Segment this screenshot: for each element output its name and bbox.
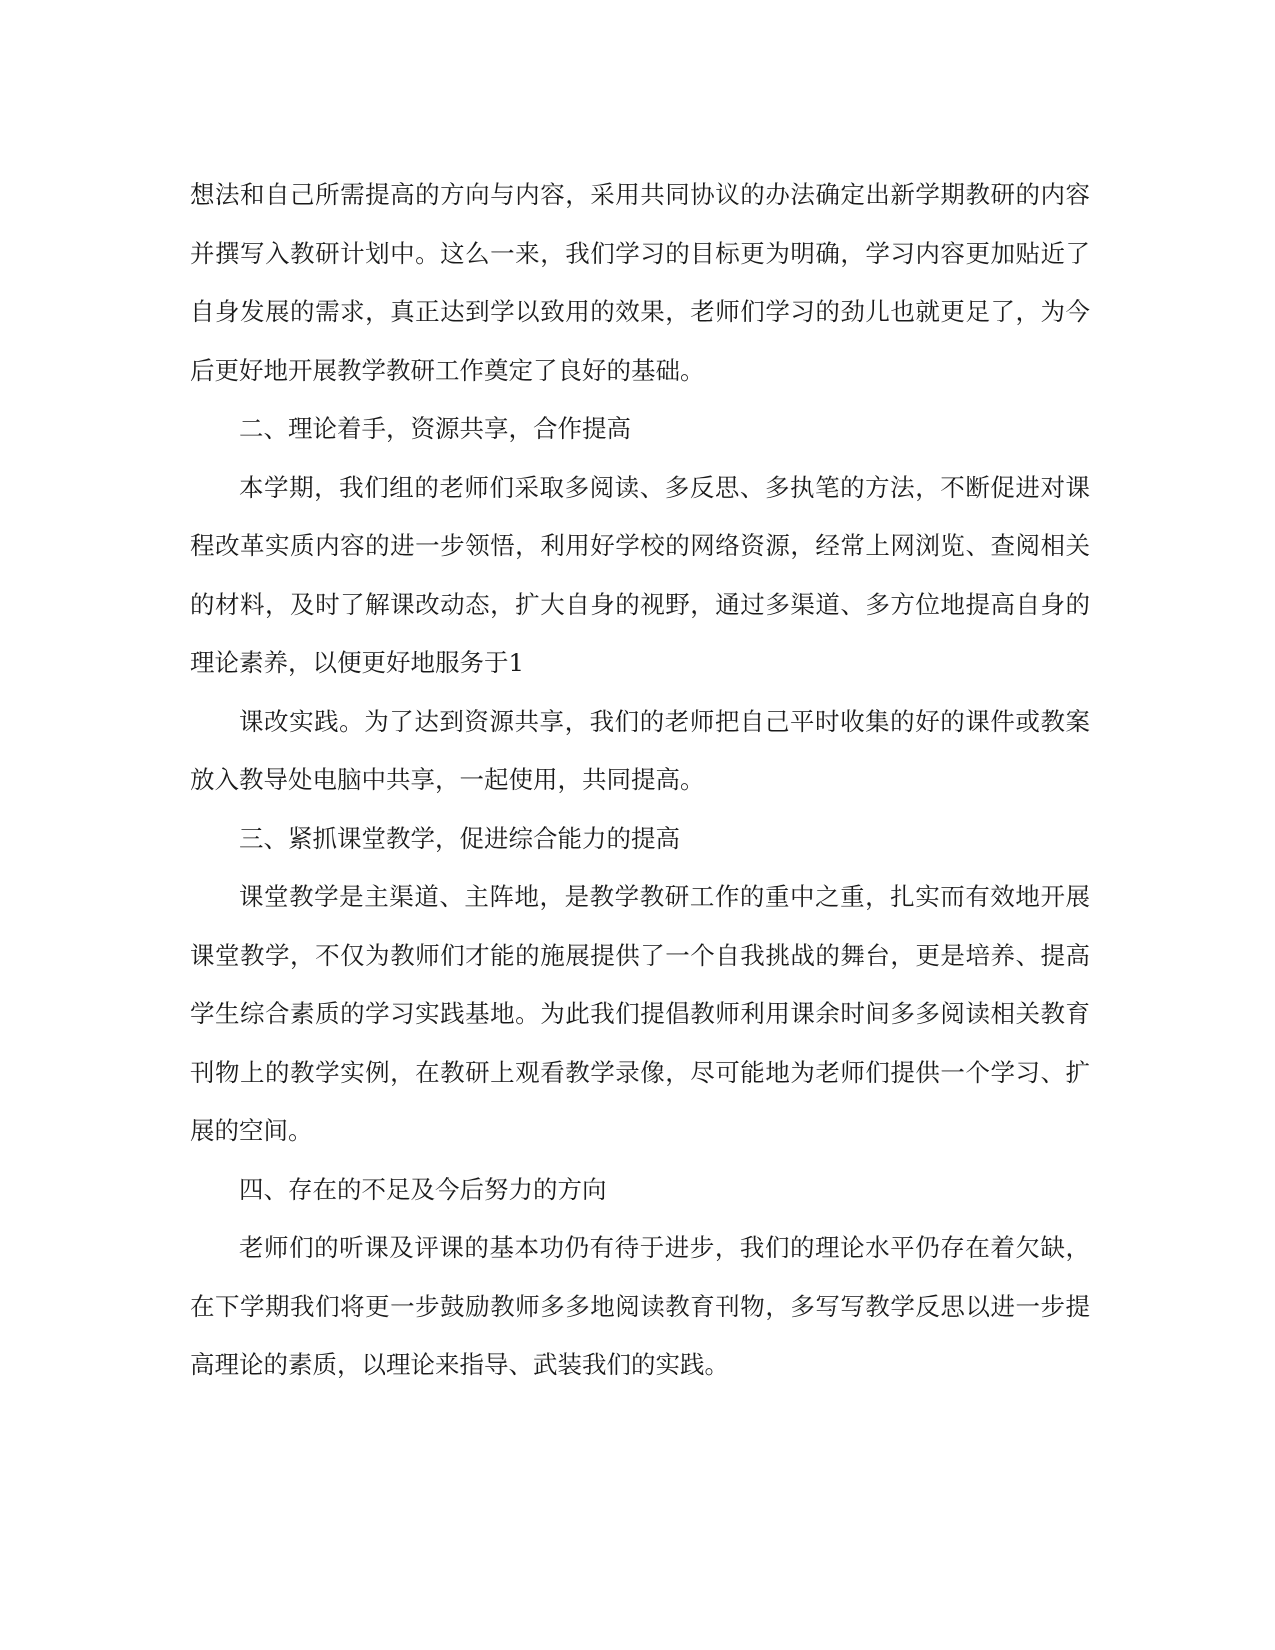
section-heading-3: 三、紧抓课堂教学，促进综合能力的提高 [239, 823, 680, 853]
paragraph-section-3: 课堂教学是主渠道、主阵地，是教学教研工作的重中之重，扎实而有效地开展课堂教学，不仅为教师们才能的施展提供了一个自我挑战的舞台，更是培养、提高学生综合素质的学习实践基地。为此我们提倡教师利用课余时间多多阅读相关教育刊物上的教学实例，在教研上观看教学录像，尽可能地为老师们提供一个学习、扩展的空间。 [190, 882, 1090, 1145]
section-heading-4: 四、存在的不足及今后努力的方向 [239, 1174, 607, 1204]
document-body [190, 166, 1090, 1395]
paragraph-section-2: 本学期，我们组的老师们采取多阅读、多反思、多执笔的方法，不断促进对课程改革实质内容的进一步领悟，利用好学校的网络资源，经常上网浏览、查阅相关的材料，及时了解课改动态，扩大自身的视野，通过多渠道、多方位地提高自身的理论素养，以便更好地服务于1 [190, 472, 1090, 677]
section-heading-2: 二、理论着手，资源共享，合作提高 [239, 414, 631, 443]
paragraph-continued: 想法和自己所需提高的方向与内容，采用共同协议的办法确定出新学期教研的内容并撰写入教研计划中。这么一来，我们学习的目标更为明确，学习内容更加贴近了自身发展的需求，真正达到学以致用的效果，老师们学习的劲儿也就更足了，为今后更好地开展教学教研工作奠定了良好的基础。 [190, 180, 1090, 385]
paragraph-section-4: 老师们的听课及评课的基本功仍有待于进步，我们的理论水平仍存在着欠缺，在下学期我们将更一步鼓励教师多多地阅读教育刊物，多写写教学反思以进一步提高理论的素质，以理论来指导、武装我们的实践。 [190, 1233, 1090, 1379]
paragraph-section-2-cont: 课改实践。为了达到资源共享，我们的老师把自己平时收集的好的课件或教案放入教导处电脑中共享，一起使用，共同提高。 [190, 706, 1090, 794]
